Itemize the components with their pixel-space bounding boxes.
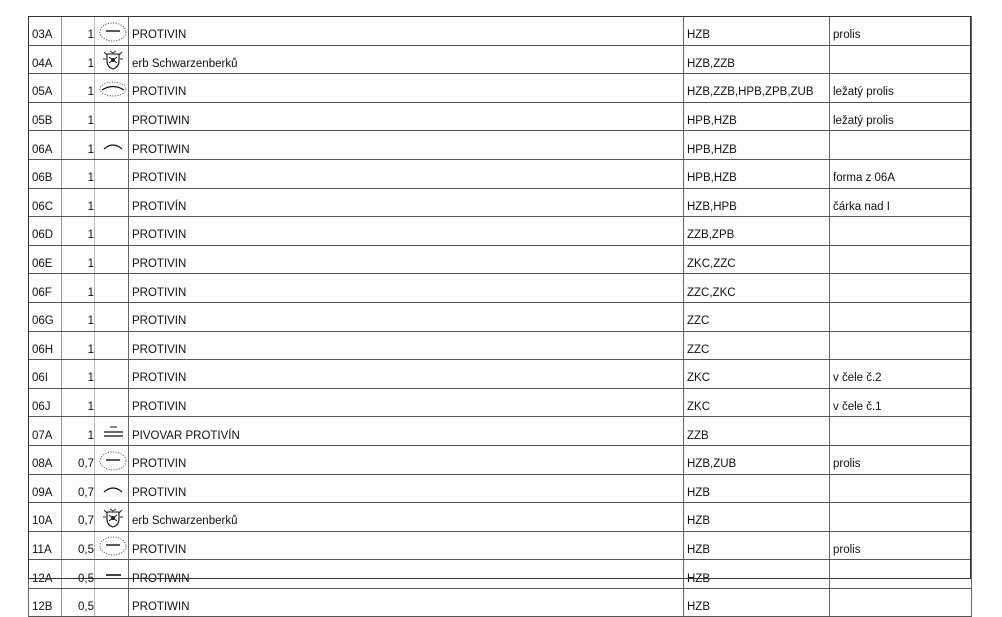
row-types-cell: ZZC (684, 331, 830, 360)
row-code-cell: 06G (29, 302, 62, 331)
row-types-cell: HZB (684, 503, 830, 532)
row-note-cell: forma z 06A (830, 159, 972, 188)
row-note-cell: prolis (830, 17, 972, 46)
arc-icon (98, 135, 128, 157)
row-code-cell: 05B (29, 102, 62, 131)
table-row (29, 245, 972, 274)
table-row (29, 503, 972, 532)
row-types-cell: HZB (684, 588, 830, 617)
row-inscription-cell: PROTIVIN (129, 74, 684, 103)
row-stamp-cell (95, 417, 129, 446)
row-stamp-cell (95, 331, 129, 360)
row-stamp-cell (95, 588, 129, 617)
row-types-cell: ZKC,ZZC (684, 245, 830, 274)
row-inscription-cell: PROTIVÍN (129, 188, 684, 217)
row-code-cell: 06J (29, 388, 62, 417)
row-note-cell (830, 588, 972, 617)
row-code-cell: 06D (29, 217, 62, 246)
row-inscription-cell: PROTIVIN (129, 17, 684, 46)
row-inscription-cell: PROTIVIN (129, 217, 684, 246)
row-code-cell: 06C (29, 188, 62, 217)
row-note-cell: ležatý prolis (830, 102, 972, 131)
row-code-cell: 06H (29, 331, 62, 360)
row-inscription-cell: PROTIVIN (129, 445, 684, 474)
dotted-oval-dash-icon (98, 535, 128, 557)
table-row (29, 302, 972, 331)
table-row (29, 331, 972, 360)
row-volume-cell: 1 (62, 417, 95, 446)
row-volume-cell: 1 (62, 302, 95, 331)
row-note-cell: čárka nad I (830, 188, 972, 217)
row-code-cell: 09A (29, 474, 62, 503)
row-note-cell: prolis (830, 445, 972, 474)
row-stamp-cell (95, 159, 129, 188)
row-note-cell (830, 331, 972, 360)
row-volume-cell: 1 (62, 331, 95, 360)
row-types-cell: HZB,ZUB (684, 445, 830, 474)
row-volume-cell: 1 (62, 245, 95, 274)
table-row (29, 45, 972, 74)
row-code-cell: 12A (29, 560, 62, 589)
row-inscription-cell: PROTIWIN (129, 560, 684, 589)
row-stamp-cell (95, 388, 129, 417)
row-inscription-cell: PROTIVIN (129, 360, 684, 389)
row-stamp-cell (95, 45, 129, 74)
row-inscription-cell: PROTIWIN (129, 588, 684, 617)
row-stamp-cell (95, 274, 129, 303)
row-volume-cell: 1 (62, 131, 95, 160)
row-code-cell: 03A (29, 17, 62, 46)
row-types-cell: HPB,HZB (684, 131, 830, 160)
row-code-cell: 06I (29, 360, 62, 389)
row-stamp-cell (95, 302, 129, 331)
row-types-cell: HZB (684, 531, 830, 560)
row-inscription-cell: PROTIVIN (129, 531, 684, 560)
row-stamp-cell (95, 188, 129, 217)
table-row (29, 474, 972, 503)
row-volume-cell: 1 (62, 217, 95, 246)
row-types-cell: HZB (684, 17, 830, 46)
row-inscription-cell: PROTIVIN (129, 245, 684, 274)
row-code-cell: 11A (29, 531, 62, 560)
row-volume-cell: 0,5 (62, 560, 95, 589)
row-types-cell: HPB,HZB (684, 102, 830, 131)
dotted-oval-dash-icon (98, 21, 128, 43)
label-catalog-table (28, 16, 972, 617)
row-volume-cell: 1 (62, 274, 95, 303)
row-code-cell: 06F (29, 274, 62, 303)
table-row (29, 531, 972, 560)
table-row (29, 360, 972, 389)
row-volume-cell: 1 (62, 102, 95, 131)
row-note-cell: ležatý prolis (830, 74, 972, 103)
row-inscription-cell: PROTIWIN (129, 102, 684, 131)
row-stamp-cell (95, 245, 129, 274)
row-code-cell: 07A (29, 417, 62, 446)
row-stamp-cell (95, 217, 129, 246)
row-types-cell: HZB,HPB (684, 188, 830, 217)
row-volume-cell: 0,7 (62, 474, 95, 503)
row-types-cell: ZKC (684, 360, 830, 389)
row-stamp-cell (95, 74, 129, 103)
row-stamp-cell (95, 102, 129, 131)
row-types-cell: ZZC,ZKC (684, 274, 830, 303)
row-note-cell (830, 217, 972, 246)
row-inscription-cell: erb Schwarzenberků (129, 45, 684, 74)
row-inscription-cell: PROTIVIN (129, 474, 684, 503)
row-code-cell: 10A (29, 503, 62, 532)
row-types-cell: ZKC (684, 388, 830, 417)
row-stamp-cell (95, 445, 129, 474)
row-types-cell: HZB,ZZB,HPB,ZPB,ZUB (684, 74, 830, 103)
row-stamp-cell (95, 560, 129, 589)
table-row (29, 445, 972, 474)
row-types-cell: HZB,ZZB (684, 45, 830, 74)
row-note-cell (830, 274, 972, 303)
row-stamp-cell (95, 360, 129, 389)
table-row (29, 217, 972, 246)
row-note-cell (830, 503, 972, 532)
row-note-cell (830, 417, 972, 446)
row-inscription-cell: PROTIVIN (129, 302, 684, 331)
row-types-cell: HZB (684, 474, 830, 503)
row-inscription-cell: PIVOVAR PROTIVÍN (129, 417, 684, 446)
table-row (29, 102, 972, 131)
coat-of-arms-icon (98, 507, 128, 529)
row-volume-cell: 1 (62, 74, 95, 103)
row-volume-cell: 0,5 (62, 588, 95, 617)
table-row (29, 274, 972, 303)
coat-of-arms-icon (98, 49, 128, 71)
table-row (29, 560, 972, 589)
row-volume-cell: 0,7 (62, 503, 95, 532)
row-code-cell: 06B (29, 159, 62, 188)
row-note-cell (830, 45, 972, 74)
row-inscription-cell: PROTIVIN (129, 274, 684, 303)
row-note-cell (830, 245, 972, 274)
row-inscription-cell: PROTIWIN (129, 131, 684, 160)
row-types-cell: ZZB (684, 417, 830, 446)
row-code-cell: 04A (29, 45, 62, 74)
row-volume-cell: 1 (62, 388, 95, 417)
row-note-cell (830, 474, 972, 503)
dotted-oval-arc-icon (98, 78, 128, 100)
row-types-cell: HZB (684, 560, 830, 589)
row-volume-cell: 0,5 (62, 531, 95, 560)
row-volume-cell: 0,7 (62, 445, 95, 474)
row-inscription-cell: erb Schwarzenberků (129, 503, 684, 532)
row-volume-cell: 1 (62, 159, 95, 188)
row-types-cell: HPB,HZB (684, 159, 830, 188)
row-stamp-cell (95, 474, 129, 503)
row-note-cell (830, 302, 972, 331)
dash-icon (98, 564, 128, 586)
row-note-cell: prolis (830, 531, 972, 560)
table-row (29, 588, 972, 617)
row-code-cell: 12B (29, 588, 62, 617)
row-volume-cell: 1 (62, 360, 95, 389)
table-row (29, 417, 972, 446)
table-row (29, 188, 972, 217)
table-row (29, 388, 972, 417)
table-row (29, 74, 972, 103)
row-code-cell: 05A (29, 74, 62, 103)
row-inscription-cell: PROTIVIN (129, 331, 684, 360)
row-inscription-cell: PROTIVIN (129, 159, 684, 188)
row-volume-cell: 1 (62, 45, 95, 74)
row-code-cell: 06E (29, 245, 62, 274)
row-stamp-cell (95, 17, 129, 46)
table-row (29, 17, 972, 46)
dotted-oval-dash-icon (98, 450, 128, 472)
row-volume-cell: 1 (62, 188, 95, 217)
row-types-cell: ZZB,ZPB (684, 217, 830, 246)
table-row (29, 131, 972, 160)
row-code-cell: 08A (29, 445, 62, 474)
row-stamp-cell (95, 503, 129, 532)
row-stamp-cell (95, 131, 129, 160)
row-code-cell: 06A (29, 131, 62, 160)
table-row (29, 159, 972, 188)
row-note-cell: v čele č.1 (830, 388, 972, 417)
row-note-cell (830, 131, 972, 160)
row-note-cell: v čele č.2 (830, 360, 972, 389)
double-line-icon (98, 421, 128, 443)
arc-icon (98, 478, 128, 500)
row-stamp-cell (95, 531, 129, 560)
row-types-cell: ZZC (684, 302, 830, 331)
row-inscription-cell: PROTIVIN (129, 388, 684, 417)
row-volume-cell: 1 (62, 17, 95, 46)
row-note-cell (830, 560, 972, 589)
